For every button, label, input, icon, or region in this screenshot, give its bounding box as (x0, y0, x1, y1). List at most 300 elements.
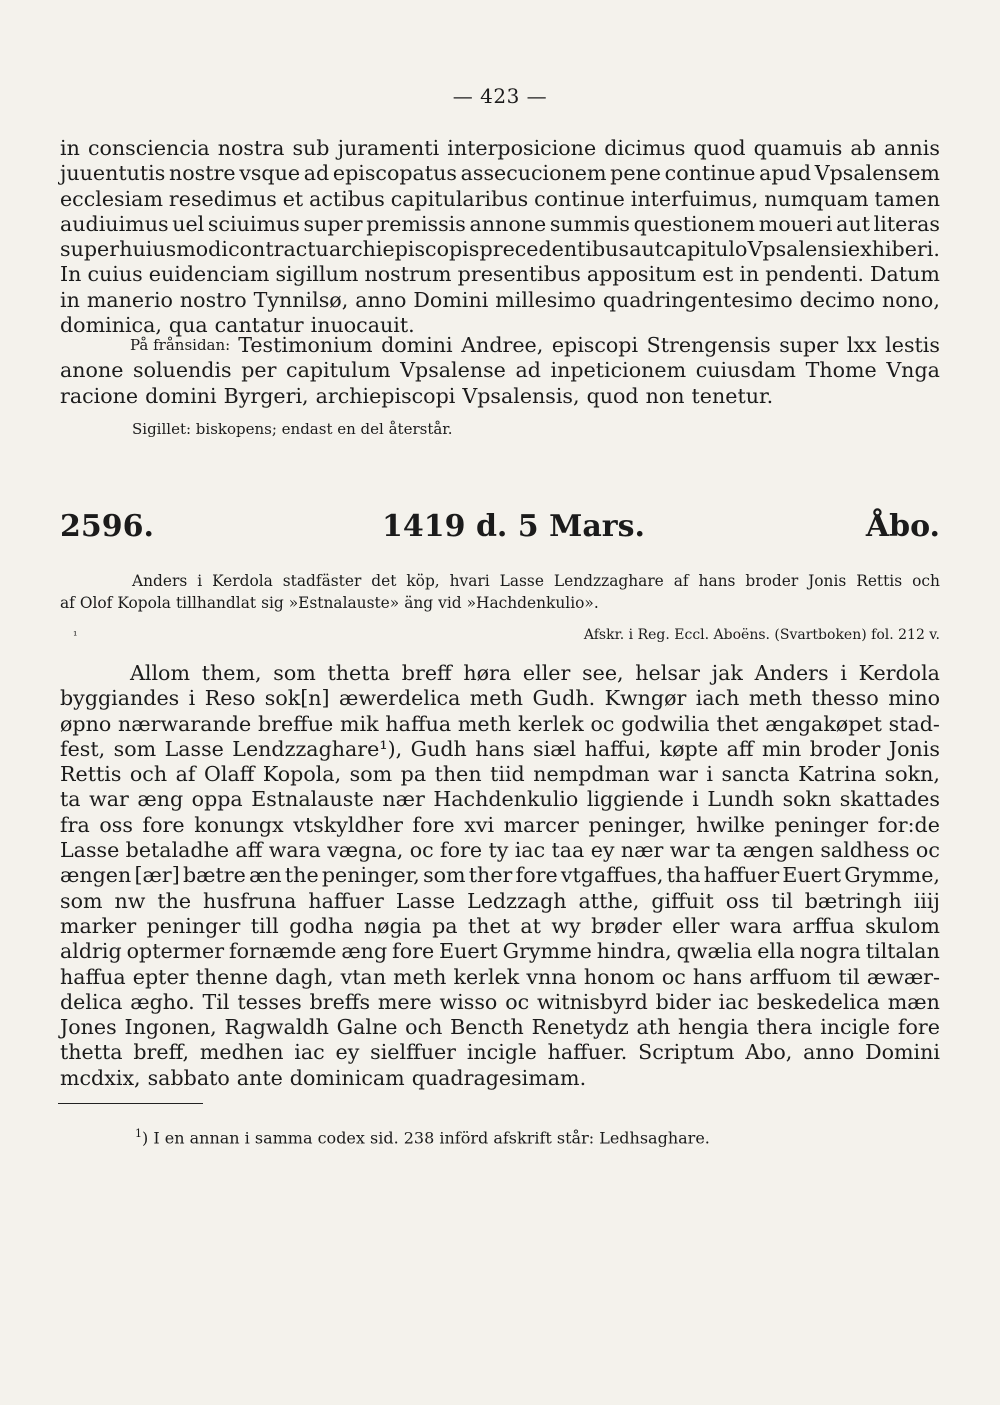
word: vnna (526, 964, 577, 989)
word: och (405, 1015, 443, 1040)
word: nostrum (364, 262, 452, 287)
word: meth (393, 964, 447, 989)
word: manerio (86, 287, 173, 312)
word: pene (610, 161, 661, 186)
word: taa (551, 838, 585, 863)
text-line (60, 288, 940, 313)
word: haffuer (308, 888, 384, 913)
text-line (60, 863, 940, 888)
text-line (60, 965, 940, 990)
word: ab (850, 136, 876, 160)
word: køpte (659, 736, 719, 761)
word: Bencth (450, 1015, 524, 1040)
word: fore (142, 812, 185, 837)
word: fore (392, 939, 435, 964)
word: byggiandes (60, 686, 180, 711)
word: ægho. (130, 989, 195, 1014)
word: i (840, 661, 847, 685)
word: Andree, (461, 333, 544, 357)
word: mcdxix, (60, 1065, 141, 1090)
word: til (838, 964, 860, 989)
word: af (60, 594, 75, 612)
text-line (60, 262, 940, 287)
word: breff (401, 661, 452, 685)
text-line (60, 712, 940, 737)
word: Vnga (886, 358, 940, 383)
word: quamuis (753, 136, 843, 160)
word: til (771, 888, 793, 913)
word: i (706, 762, 714, 787)
entry-date: 1419 d. 5 Mars. (382, 509, 645, 544)
word: peninger (146, 913, 241, 938)
word: ta (60, 787, 81, 812)
footnote-rule (58, 1103, 203, 1104)
word: cuiusdam (695, 358, 796, 383)
word: audiuimus (60, 211, 169, 236)
word: kerlek (453, 964, 520, 989)
text-line (60, 592, 940, 614)
word: godwilia (621, 711, 710, 736)
word: aut (629, 237, 664, 262)
word: köp, (406, 572, 440, 590)
word: iac (718, 989, 749, 1014)
word: arffua (792, 913, 855, 938)
word: Domini (865, 1040, 940, 1065)
word: nw (114, 888, 146, 913)
word: husfruna (203, 888, 297, 913)
word: æwerdelica (338, 686, 461, 711)
word: brøder (591, 913, 662, 938)
word: see, (582, 661, 624, 685)
word: fore (440, 838, 483, 863)
word: anone (60, 358, 124, 383)
word: precedentibus (479, 237, 629, 262)
text-line (60, 1066, 940, 1091)
word: hengia (678, 1015, 749, 1040)
word: juuentutis (60, 161, 166, 186)
word: lxx (846, 333, 877, 357)
word: godha (289, 913, 354, 938)
word: premissis (366, 211, 466, 236)
word: questionem (633, 211, 756, 236)
word: appositum (586, 262, 697, 287)
word: æwær- (866, 964, 940, 989)
word: decimo (799, 287, 876, 312)
word: mere (377, 989, 432, 1014)
text-line (60, 787, 940, 812)
word: oss (725, 888, 760, 913)
word: nempdman (533, 762, 650, 787)
word: wy (551, 913, 581, 938)
word: Jones (60, 1015, 117, 1040)
word: pendenti. (765, 262, 864, 287)
word: thera (756, 1015, 813, 1040)
word: haffua (385, 711, 452, 736)
word: vtan (340, 964, 387, 989)
footnote-marker: 1 (135, 1127, 142, 1140)
word: super (779, 333, 839, 357)
word: stadfäster (282, 572, 362, 590)
word: inpeticionem (550, 358, 687, 383)
word: moueri (758, 211, 833, 236)
word: thet (716, 711, 759, 736)
word: in (60, 136, 80, 160)
page-number: — 423 — (452, 84, 548, 108)
word: Thome (805, 358, 877, 383)
word: meth (748, 686, 803, 711)
text-line (60, 570, 940, 592)
word: ty (488, 838, 509, 863)
word: qua (168, 313, 208, 338)
seal-note: Sigillet: biskopens; endast en del återstår. (132, 420, 453, 438)
word: epter (132, 964, 189, 989)
word: Ledzzagh (467, 888, 567, 913)
margin-mark: ¹ (73, 629, 78, 642)
word: quadringentesimo (602, 287, 793, 312)
reverse-label: På frånsidan: (130, 336, 231, 354)
word: war (89, 787, 129, 812)
text-line (60, 813, 940, 838)
word: domini (381, 333, 453, 357)
word: Anders (754, 661, 829, 685)
word: vtskyldher (293, 812, 403, 837)
word: assecucionem (460, 161, 607, 186)
word: ad (515, 358, 541, 383)
word: jak (711, 661, 743, 685)
word: summis (549, 211, 630, 236)
word: nostro (179, 287, 247, 312)
word: dicimus (604, 136, 686, 160)
word: thetta (60, 1040, 123, 1065)
word: capitulo (663, 237, 748, 262)
word: meth (457, 711, 512, 736)
word: ey (590, 838, 615, 863)
word: Vpsalense (400, 358, 506, 383)
word: hindra, (596, 939, 672, 964)
word: eller (522, 661, 571, 685)
word: oc (915, 838, 940, 863)
word: Byrgeri, (223, 383, 309, 408)
word: Kopola, (262, 762, 342, 787)
word: Strengensis (646, 333, 771, 357)
word: nostre (169, 161, 236, 186)
word: iiij (913, 888, 940, 913)
word: numquam (764, 186, 869, 211)
entry-number: 2596. (60, 509, 154, 544)
word: Domini (413, 287, 489, 312)
word: vtgaffues, (560, 863, 664, 888)
word: Euert (782, 863, 841, 888)
word: interposicione (447, 136, 597, 160)
word: sig (261, 594, 284, 612)
word: aff (726, 736, 754, 761)
word: exhiberi. (847, 237, 940, 262)
word: som (113, 736, 157, 761)
word: millesimo (495, 287, 596, 312)
word: per (241, 358, 277, 383)
word: non (645, 383, 685, 408)
word: archiepiscopi (315, 383, 456, 408)
word: Lasse (164, 736, 224, 761)
word: vid (438, 594, 462, 612)
word: oc (590, 711, 615, 736)
word: giffuit (651, 888, 714, 913)
text-line (60, 1015, 940, 1040)
word: oppa (191, 787, 243, 812)
word: nostra (217, 136, 285, 160)
word: ath (636, 1015, 671, 1040)
word: super (60, 237, 120, 262)
word: eller (672, 913, 720, 938)
word: Vpsalensem (814, 161, 940, 186)
word: presentibus (457, 262, 581, 287)
word: thetta (327, 661, 391, 685)
word: sciuimus (207, 211, 300, 236)
word: delica (60, 989, 123, 1014)
word: iac (514, 838, 546, 863)
word: iac (294, 1040, 325, 1065)
word: pa (432, 913, 458, 938)
word: cantatur (214, 313, 304, 338)
word: atthe, (578, 888, 640, 913)
word: aff (235, 838, 263, 863)
word: apud (759, 161, 812, 186)
word: mæn (887, 989, 940, 1014)
word: nær (382, 787, 425, 812)
word: literas (873, 211, 940, 236)
word: sancta (721, 762, 790, 787)
word: Lasse (499, 572, 544, 590)
word: bider (655, 989, 711, 1014)
word: tamen (874, 186, 940, 211)
word: Lendzzaghare (553, 572, 664, 590)
word: quadragesimam. (411, 1065, 587, 1090)
word: episcopi (551, 333, 639, 357)
word: in (60, 287, 80, 312)
word: Grymme, (844, 863, 940, 888)
word: hans (475, 736, 525, 761)
word: euidenciam (148, 262, 270, 287)
word: optermer (126, 939, 225, 964)
word: thet (467, 913, 510, 938)
word: them, (201, 661, 262, 685)
word: af (175, 762, 196, 787)
text-line (60, 737, 940, 762)
word: fornæmde (229, 939, 337, 964)
word: »Estnalauste» (288, 594, 400, 612)
text-line (60, 358, 940, 383)
word: consciencia (87, 136, 210, 160)
word: æng (341, 939, 388, 964)
word: hans (698, 572, 736, 590)
word: anno (803, 1040, 855, 1065)
text-line (60, 889, 940, 914)
word: honom (583, 964, 655, 989)
word: »Hachdenkulio». (466, 594, 599, 612)
word: haffuer (703, 863, 780, 888)
word: arffuom (749, 964, 832, 989)
word: kerlek (517, 711, 584, 736)
word: fra (60, 812, 90, 837)
word: Tynnilsø, (253, 287, 349, 312)
word: konungx (194, 812, 284, 837)
word: breff, (133, 1040, 190, 1065)
word: resedimus (168, 186, 277, 211)
word: archiepiscopis (329, 237, 480, 262)
word: nær (620, 838, 664, 863)
text-line-part (238, 333, 940, 358)
word: i (692, 787, 699, 812)
word: incigle (820, 1015, 891, 1040)
word: ad (303, 161, 330, 186)
word: Lundh (707, 787, 775, 812)
word: Til (202, 989, 230, 1014)
word: Rettis (856, 572, 903, 590)
word: Rettis (60, 762, 122, 787)
source-reference: Afskr. i Reg. Eccl. Aboëns. (Svartboken) fol. 212 v. (583, 627, 940, 643)
word: actibus (309, 186, 385, 211)
word: Lasse (60, 838, 120, 863)
word: wisso (439, 989, 498, 1014)
word: ecclesiam (60, 186, 163, 211)
word: incigle (466, 1040, 537, 1065)
text-line (60, 161, 940, 186)
text-line (60, 333, 940, 358)
word: skattades (839, 787, 940, 812)
word: som (60, 888, 103, 913)
word: Anders (132, 572, 188, 590)
word: äng (404, 594, 434, 612)
word: Galne (336, 1015, 398, 1040)
word: till (250, 913, 279, 938)
word: Jonis (808, 572, 847, 590)
word: i (188, 686, 196, 711)
word: soluendis (133, 358, 232, 383)
word: breffue (257, 711, 334, 736)
word: ængen (742, 838, 814, 863)
word: Olaff (204, 762, 255, 787)
word: i (197, 572, 203, 590)
text-line (60, 212, 940, 237)
word: marker (60, 913, 137, 938)
text-line (60, 990, 940, 1015)
word: ey (335, 1040, 360, 1065)
word: och (129, 762, 168, 787)
word: vsque (239, 161, 301, 186)
word: anno (355, 287, 407, 312)
word: Ragwaldh (224, 1015, 329, 1040)
word: haffua (60, 964, 126, 989)
footnote: $^1$) I en annan i samma codex sid. 238 införd afskrift står: Ledhsaghare. (135, 1127, 710, 1148)
word: ante (236, 1065, 283, 1090)
word: for:de (877, 812, 940, 837)
text-line (60, 384, 940, 409)
word: peninger (774, 812, 869, 837)
word: breffs (309, 989, 371, 1014)
text-line (60, 939, 940, 964)
word: sielffuer (370, 1040, 457, 1065)
word: est (702, 262, 734, 287)
word: sabbato (147, 1065, 230, 1090)
word: Olof (79, 594, 113, 612)
word: Kopola (117, 594, 171, 612)
word: Scriptum (638, 1040, 735, 1065)
word: wara (268, 838, 321, 863)
word: oc (661, 964, 686, 989)
word: æn (249, 863, 282, 888)
word: capitulum (286, 358, 391, 383)
word: Jonis (888, 736, 940, 761)
text-line (60, 914, 940, 939)
word: haffuer. (547, 1040, 628, 1065)
word: af (673, 572, 689, 590)
word: Testimonium (238, 333, 373, 357)
word: fore (897, 1015, 940, 1040)
word: æng (137, 787, 184, 812)
word: witnisbyrd (537, 989, 648, 1014)
word: hvari (449, 572, 490, 590)
word: cuius (87, 262, 143, 287)
word: liggiende (586, 787, 684, 812)
text-line (60, 838, 940, 863)
word: super (303, 211, 363, 236)
word: sigillum (275, 262, 359, 287)
word: pa (400, 762, 427, 787)
word: tiid (490, 762, 525, 787)
word: dominicam (289, 1065, 405, 1090)
word: uel (172, 211, 205, 236)
word: at (520, 913, 541, 938)
word: broder (809, 736, 881, 761)
word: [ær] (134, 863, 180, 888)
word: sok[n] (264, 686, 330, 711)
word: Katrina (798, 762, 877, 787)
word: the (157, 888, 192, 913)
word: Hachdenkulio (433, 787, 579, 812)
word: medhen (199, 1040, 284, 1065)
word: tha (666, 863, 701, 888)
word: domini (145, 383, 217, 408)
main-text (60, 661, 940, 1091)
word: betaladhe (125, 838, 230, 863)
word: marcer (503, 812, 579, 837)
word: Vpsalensis, (462, 383, 580, 408)
word: tesses (237, 989, 302, 1014)
text-line (60, 686, 940, 711)
word: quod (586, 383, 639, 408)
word: ther (468, 863, 513, 888)
text-line (60, 187, 940, 212)
footnote-text: I en annan i samma codex sid. 238 införd afskrift står: Ledhsaghare. (153, 1128, 710, 1148)
word: fore (412, 812, 455, 837)
word: som (349, 762, 393, 787)
word: thenne (195, 964, 269, 989)
word: capitularibus (390, 186, 529, 211)
word: broder (745, 572, 799, 590)
word: helsar (635, 661, 701, 685)
word: tillhandlat (175, 594, 257, 612)
word: Lendzzaghare¹), (232, 736, 403, 761)
text-line (60, 136, 940, 161)
word: tenetur. (691, 383, 774, 408)
text-line (60, 762, 940, 787)
word: min (761, 736, 802, 761)
word: et (282, 186, 304, 211)
word: fore (515, 863, 558, 888)
word: skulom (865, 913, 940, 938)
word: annone (469, 211, 547, 236)
word: Kerdola (212, 572, 273, 590)
